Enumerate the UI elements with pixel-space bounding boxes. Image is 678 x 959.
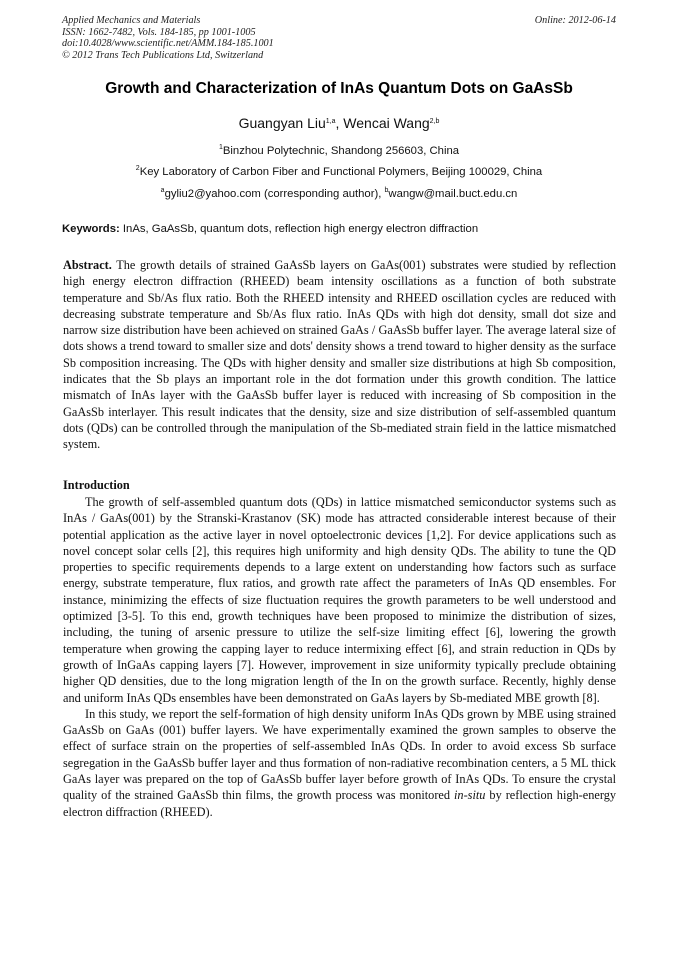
online-date: Online: 2012-06-14 [534, 15, 616, 26]
affiliation-2 [30, 166, 648, 178]
email-superscript: b [384, 187, 389, 194]
journal-header [62, 15, 616, 61]
intro-paragraph-2 [63, 706, 616, 820]
email-line [30, 188, 648, 200]
doi-line: doi:10.4028/www.scientific.net/AMM.184-185.1001 [62, 38, 274, 50]
author-superscript: 1,a [325, 118, 336, 125]
paper-title: Growth and Characterization of InAs Quantum Dots on GaAsSb [105, 80, 573, 97]
email-address: wangw@mail.buct.edu.cn [388, 188, 518, 200]
email-address: gyliu2@yahoo.com (corresponding author), [164, 188, 385, 200]
issn-line: ISSN: 1662-7482, Vols. 184-185, pp 1001-1005 [62, 26, 256, 38]
journal-name: Applied Mechanics and Materials [62, 15, 201, 26]
author-name: Wencai Wang [343, 115, 430, 131]
copyright-line: © 2012 Trans Tech Publications Ltd, Switzerland [62, 49, 264, 61]
abstract-text: The growth details of strained GaAsSb layers on GaAs(001) substrates were studied by reflection high energy electron diffraction (RHEED) beam intensity oscillations as a function of both substrate temperature and Sb/As flux ratio. Both the RHEED intensity and RHEED oscillation cycles are reduced with decreasing substrate temperature and Sb/As flux ratio. InAs QDs with high dot density, small dot size and narrow size distribution have been achieved on strained GaAs / GaAsSb buffer layer. The average lateral size of dots shows a trend toward to smaller size and dots' density shows a trend toward to higher density as the surface Sb composition increasing. The QDs with higher density and smaller size distributions at high Sb composition, indicates that the Sb plays an important role in the dot formation under this growth condition. The lattice mismatch of InAs layer with the GaAsSb buffer layer is reduced with increasing of Sb composition in the GaAsSb interlayer. This result indicates that the density, size and size distribution of self-assembled quantum dots (QDs) can be controlled through the manipulation of the Sb-mediated strain field in the lattice mismatched system. [63, 258, 616, 452]
author-line [30, 115, 648, 131]
intro-italic-term: in-situ [454, 788, 486, 803]
keywords-line [62, 223, 622, 235]
affiliation-superscript: 1 [218, 144, 223, 151]
intro-paragraph-2-end: by reflection high-energy electron diffraction (RHEED). [63, 788, 616, 819]
section-heading-introduction: Introduction [63, 478, 130, 492]
email-superscript: a [160, 187, 165, 194]
author-separator: , [335, 115, 344, 131]
intro-paragraph-2-text: In this study, we report the self-formation of high density uniform InAs QDs grown by MBE using strained GaAsSb on GaAs (001) buffer layers. We have experimentally examined the grown samples to observe the effect of surface strain on the properties of self-assembled InAs QDs. In order to avoid excess Sb surface segregation in the GaAsSb buffer layer and thus formation of non-radiative recombination centers, a 5 ML thick GaAs layer was prepared on the top of GaAsSb buffer layer before growth of InAs QDs. To ensure the crystal quality of the strained GaAsSb thin films, the growth process was monitored [63, 706, 616, 803]
affiliation-superscript: 2 [135, 165, 140, 172]
intro-paragraph-1: The growth of self-assembled quantum dots (QDs) in lattice mismatched semiconductor systems such as InAs / GaAs(001) by the Stranski-Krastanov (SK) mode has attracted considerable interest because of their potential application as the active layer in novel optoelectronic devices [1,2]. For device applications such as novel concept solar cells [2], this requires high uniformity and high density QDs. The ability to tune the QD properties to specific requirements depends to a large extent on understanding how factors such as surface energy, substrate temperature, flux ratios, and growth rate affect the parameters of InAs QD ensembles. For instance, minimizing the effects of size fluctuation requires the growth parameters to be well understood and optimized [3-5]. To this end, growth techniques have been proposed to minimize the distribution of sizes, including, the tuning of arsenic pressure to utilize the self-size limiting effect [6], lowering the growth temperature when growing the capping layer to reduce intermixing effect [6], and strain reduction in QDs by growth of InGaAs capping layers [7]. However, improvement in size uniformity typically preclude obtaining higher QD densities, due to the long migration length of the In on the growth surface. Recently, highly dense and uniform InAs QDs ensembles have been demonstrated on GaAs layers by Sb-mediated MBE growth [8]. [63, 495, 616, 705]
introduction-body [63, 494, 616, 820]
abstract-label: Abstract. [63, 258, 112, 272]
affiliation-text: Key Laboratory of Carbon Fiber and Functional Polymers, Beijing 100029, China [139, 166, 543, 178]
author-name: Guangyan Liu [238, 115, 326, 131]
keywords-text: InAs, GaAsSb, quantum dots, reflection high energy electron diffraction [119, 223, 479, 235]
author-superscript: 2,b [429, 118, 440, 125]
abstract-paragraph [63, 257, 616, 453]
keywords-label: Keywords: [62, 223, 120, 235]
affiliation-text: Binzhou Polytechnic, Shandong 256603, China [222, 145, 460, 157]
affiliation-1 [30, 145, 648, 157]
